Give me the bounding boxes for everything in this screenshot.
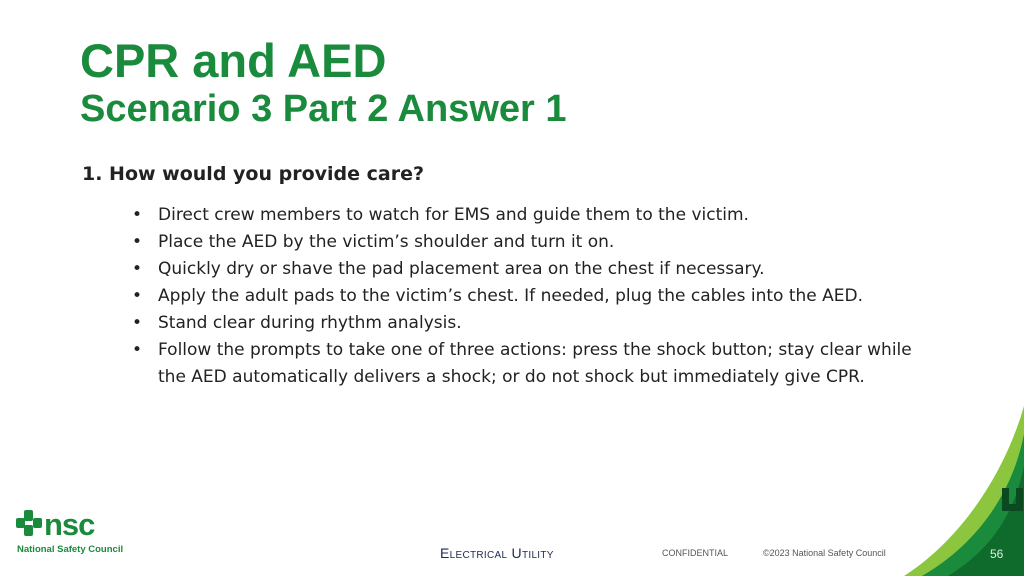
bullet-item: • Place the AED by the victim’s shoulder and turn it on. (130, 229, 930, 256)
footer-copyright: ©2023 National Safety Council (763, 548, 886, 558)
footer-section-title: Electrical Utility (440, 545, 554, 561)
nsc-name: National Safety Council (17, 544, 124, 555)
bullet-item: • Stand clear during rhythm analysis. (130, 310, 930, 337)
slide-title (80, 36, 567, 132)
cross-icon (16, 510, 42, 536)
footer-confidential: CONFIDENTIAL (662, 548, 729, 558)
title-line-2: Scenario 3 Part 2 Answer 1 (80, 88, 567, 130)
question-text: 1. How would you provide care? (82, 163, 424, 185)
bullet-item: • Apply the adult pads to the victim’s chest. If needed, plug the cables into the AED. (130, 283, 930, 310)
nsc-logo (16, 508, 146, 558)
bullet-item: • Quickly dry or shave the pad placement area on the chest if necessary. (130, 256, 930, 283)
bullet-list (130, 202, 930, 391)
title-line-1: CPR and AED (80, 34, 387, 87)
page-number: 56 (990, 547, 1004, 561)
bullet-item: • Follow the prompts to take one of three actions: press the shock button; stay clear while the AED automatically delivers a shock; or do not shock but immediately give CPR. (130, 337, 930, 391)
bullet-item: • Direct crew members to watch for EMS and guide them to the victim. (130, 202, 930, 229)
nsc-wordmark: nsc (44, 508, 95, 542)
